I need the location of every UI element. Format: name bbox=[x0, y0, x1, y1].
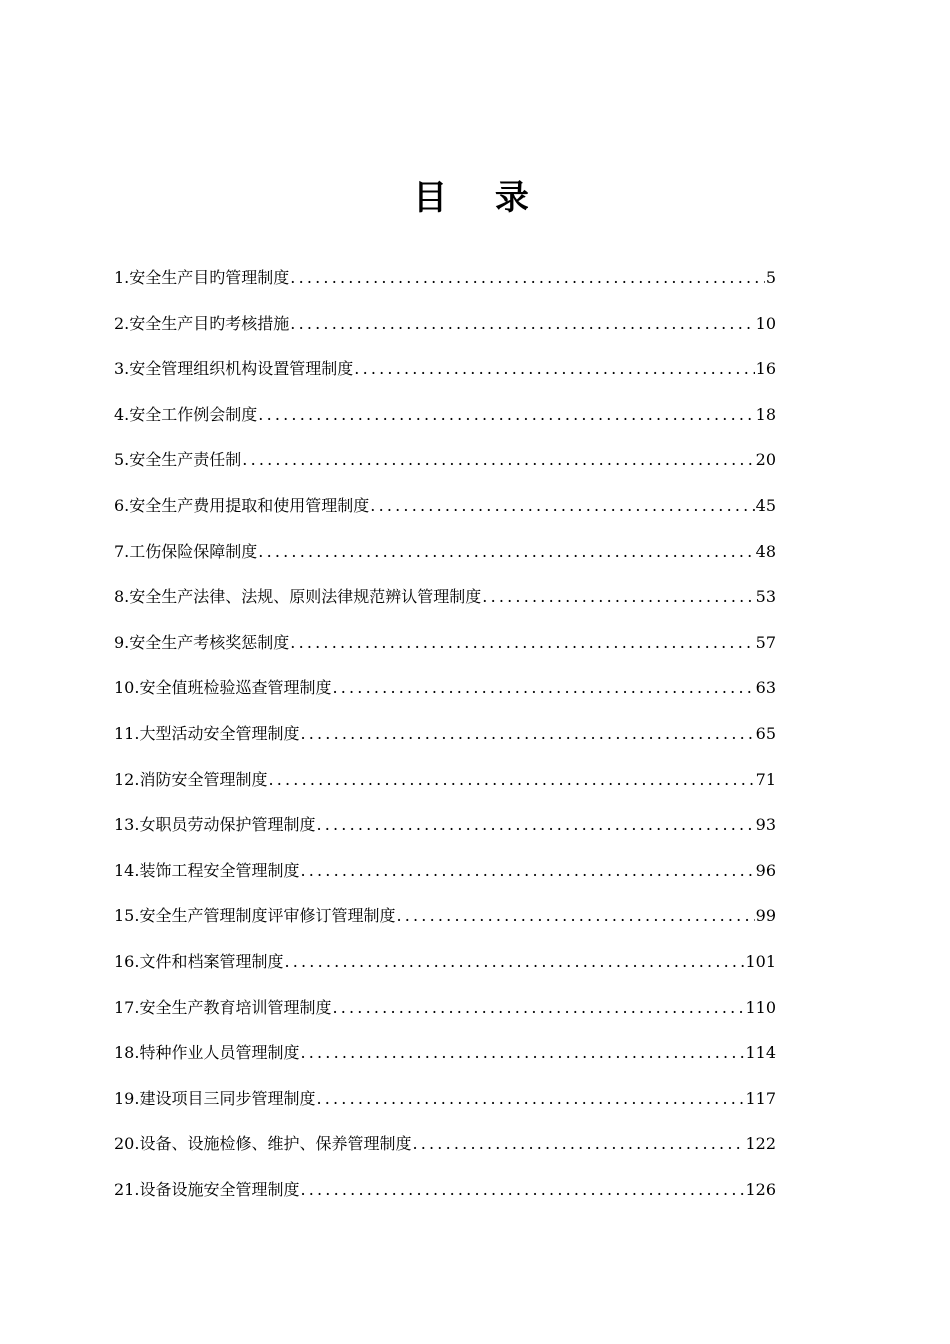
toc-leader-dots bbox=[300, 1176, 744, 1204]
toc-entry[interactable] bbox=[114, 1085, 776, 1131]
toc-entry[interactable] bbox=[114, 492, 776, 538]
toc-entry-text: 13.女职员劳动保护管理制度 bbox=[114, 815, 316, 835]
toc-leader-dots bbox=[332, 674, 754, 702]
toc-entry-text: 9.安全生产考核奖惩制度 bbox=[114, 632, 290, 652]
toc-entry-page: 93 bbox=[755, 815, 776, 835]
toc-entry[interactable] bbox=[114, 811, 776, 857]
toc-leader-dots bbox=[268, 766, 754, 794]
toc-entry-page: 18 bbox=[755, 404, 776, 424]
toc-leader-dots bbox=[354, 355, 754, 383]
toc-entry-text: 4.安全工作例会制度 bbox=[114, 404, 258, 424]
toc-leader-dots bbox=[290, 310, 754, 338]
toc-entry[interactable] bbox=[114, 629, 776, 675]
toc-entry[interactable] bbox=[114, 766, 776, 812]
toc-leader-dots bbox=[300, 1039, 744, 1067]
toc-entry-page: 101 bbox=[745, 951, 776, 971]
toc-entry-page: 45 bbox=[755, 495, 776, 515]
toc-leader-dots bbox=[412, 1130, 744, 1158]
toc-entry-text: 5.安全生产责任制 bbox=[114, 450, 242, 470]
toc-entry[interactable] bbox=[114, 355, 776, 401]
toc-entry-text: 18.特种作业人员管理制度 bbox=[114, 1043, 300, 1063]
toc-entry[interactable] bbox=[114, 310, 776, 356]
toc-entry-page: 57 bbox=[755, 632, 776, 652]
toc-entry-text: 14.装饰工程安全管理制度 bbox=[114, 860, 300, 880]
toc-entry[interactable] bbox=[114, 1039, 776, 1085]
toc-entry[interactable] bbox=[114, 401, 776, 447]
toc-leader-dots bbox=[396, 902, 754, 930]
toc-entry[interactable] bbox=[114, 948, 776, 994]
toc-entry-page: 126 bbox=[745, 1179, 776, 1199]
toc-leader-dots bbox=[316, 1085, 744, 1113]
toc-entry-page: 122 bbox=[745, 1134, 776, 1154]
toc-leader-dots bbox=[300, 857, 754, 885]
toc-entry-text: 15.安全生产管理制度评审修订管理制度 bbox=[114, 906, 396, 926]
toc-entry-page: 65 bbox=[755, 723, 776, 743]
toc-entry[interactable] bbox=[114, 902, 776, 948]
toc-entry-page: 96 bbox=[755, 860, 776, 880]
toc-leader-dots bbox=[284, 948, 744, 976]
toc-entry-text: 8.安全生产法律、法规、原则法律规范辨认管理制度 bbox=[114, 587, 482, 607]
toc-entry[interactable] bbox=[114, 994, 776, 1040]
toc-entry-page: 110 bbox=[745, 997, 776, 1017]
toc-entry-text: 7.工伤保险保障制度 bbox=[114, 541, 258, 561]
toc-entry-page: 10 bbox=[755, 313, 776, 333]
toc-entry-text: 1.安全生产目旳管理制度 bbox=[114, 268, 290, 287]
toc-entry-page: 114 bbox=[745, 1043, 776, 1063]
toc-entry-page: 117 bbox=[745, 1088, 776, 1108]
toc-entry[interactable] bbox=[114, 583, 776, 629]
toc-entry-text: 16.文件和档案管理制度 bbox=[114, 951, 284, 971]
toc-leader-dots bbox=[290, 629, 754, 657]
toc-entry-text: 6.安全生产费用提取和使用管理制度 bbox=[114, 495, 370, 515]
toc-entry[interactable] bbox=[114, 264, 776, 310]
toc-leader-dots bbox=[242, 446, 754, 474]
toc-entry[interactable] bbox=[114, 538, 776, 584]
toc-entry-page: 48 bbox=[755, 541, 776, 561]
toc-leader-dots bbox=[290, 264, 765, 292]
toc-entry-page: 53 bbox=[755, 587, 776, 607]
toc-leader-dots bbox=[258, 401, 754, 429]
toc-list bbox=[114, 264, 776, 1221]
toc-entry-page: 20 bbox=[755, 450, 776, 470]
toc-entry[interactable] bbox=[114, 1130, 776, 1176]
toc-entry[interactable] bbox=[114, 1176, 776, 1222]
toc-entry-text: 19.建设项目三同步管理制度 bbox=[114, 1088, 316, 1108]
toc-entry[interactable] bbox=[114, 720, 776, 766]
toc-entry-page: 99 bbox=[755, 906, 776, 926]
toc-entry-text: 21.设备设施安全管理制度 bbox=[114, 1179, 300, 1199]
toc-entry[interactable] bbox=[114, 857, 776, 903]
toc-entry-text: 12.消防安全管理制度 bbox=[114, 769, 268, 789]
toc-entry-text: 20.设备、设施检修、维护、保养管理制度 bbox=[114, 1134, 412, 1154]
toc-entry-text: 2.安全生产目旳考核措施 bbox=[114, 313, 290, 333]
toc-title: 目 录 bbox=[413, 178, 547, 218]
toc-leader-dots bbox=[316, 811, 754, 839]
toc-entry-text: 10.安全值班检验巡查管理制度 bbox=[114, 678, 332, 698]
toc-leader-dots bbox=[370, 492, 754, 520]
toc-entry-page: 5 bbox=[765, 268, 776, 287]
toc-leader-dots bbox=[300, 720, 754, 748]
toc-entry[interactable] bbox=[114, 674, 776, 720]
toc-entry-page: 63 bbox=[755, 678, 776, 698]
toc-entry-text: 11.大型活动安全管理制度 bbox=[114, 723, 300, 743]
toc-leader-dots bbox=[482, 583, 754, 611]
toc-leader-dots bbox=[332, 994, 744, 1022]
toc-leader-dots bbox=[258, 538, 754, 566]
toc-entry-text: 17.安全生产教育培训管理制度 bbox=[114, 997, 332, 1017]
toc-entry-text: 3.安全管理组织机构设置管理制度 bbox=[114, 359, 354, 379]
toc-entry-page: 71 bbox=[755, 769, 776, 789]
toc-entry-page: 16 bbox=[755, 359, 776, 379]
toc-entry[interactable] bbox=[114, 446, 776, 492]
